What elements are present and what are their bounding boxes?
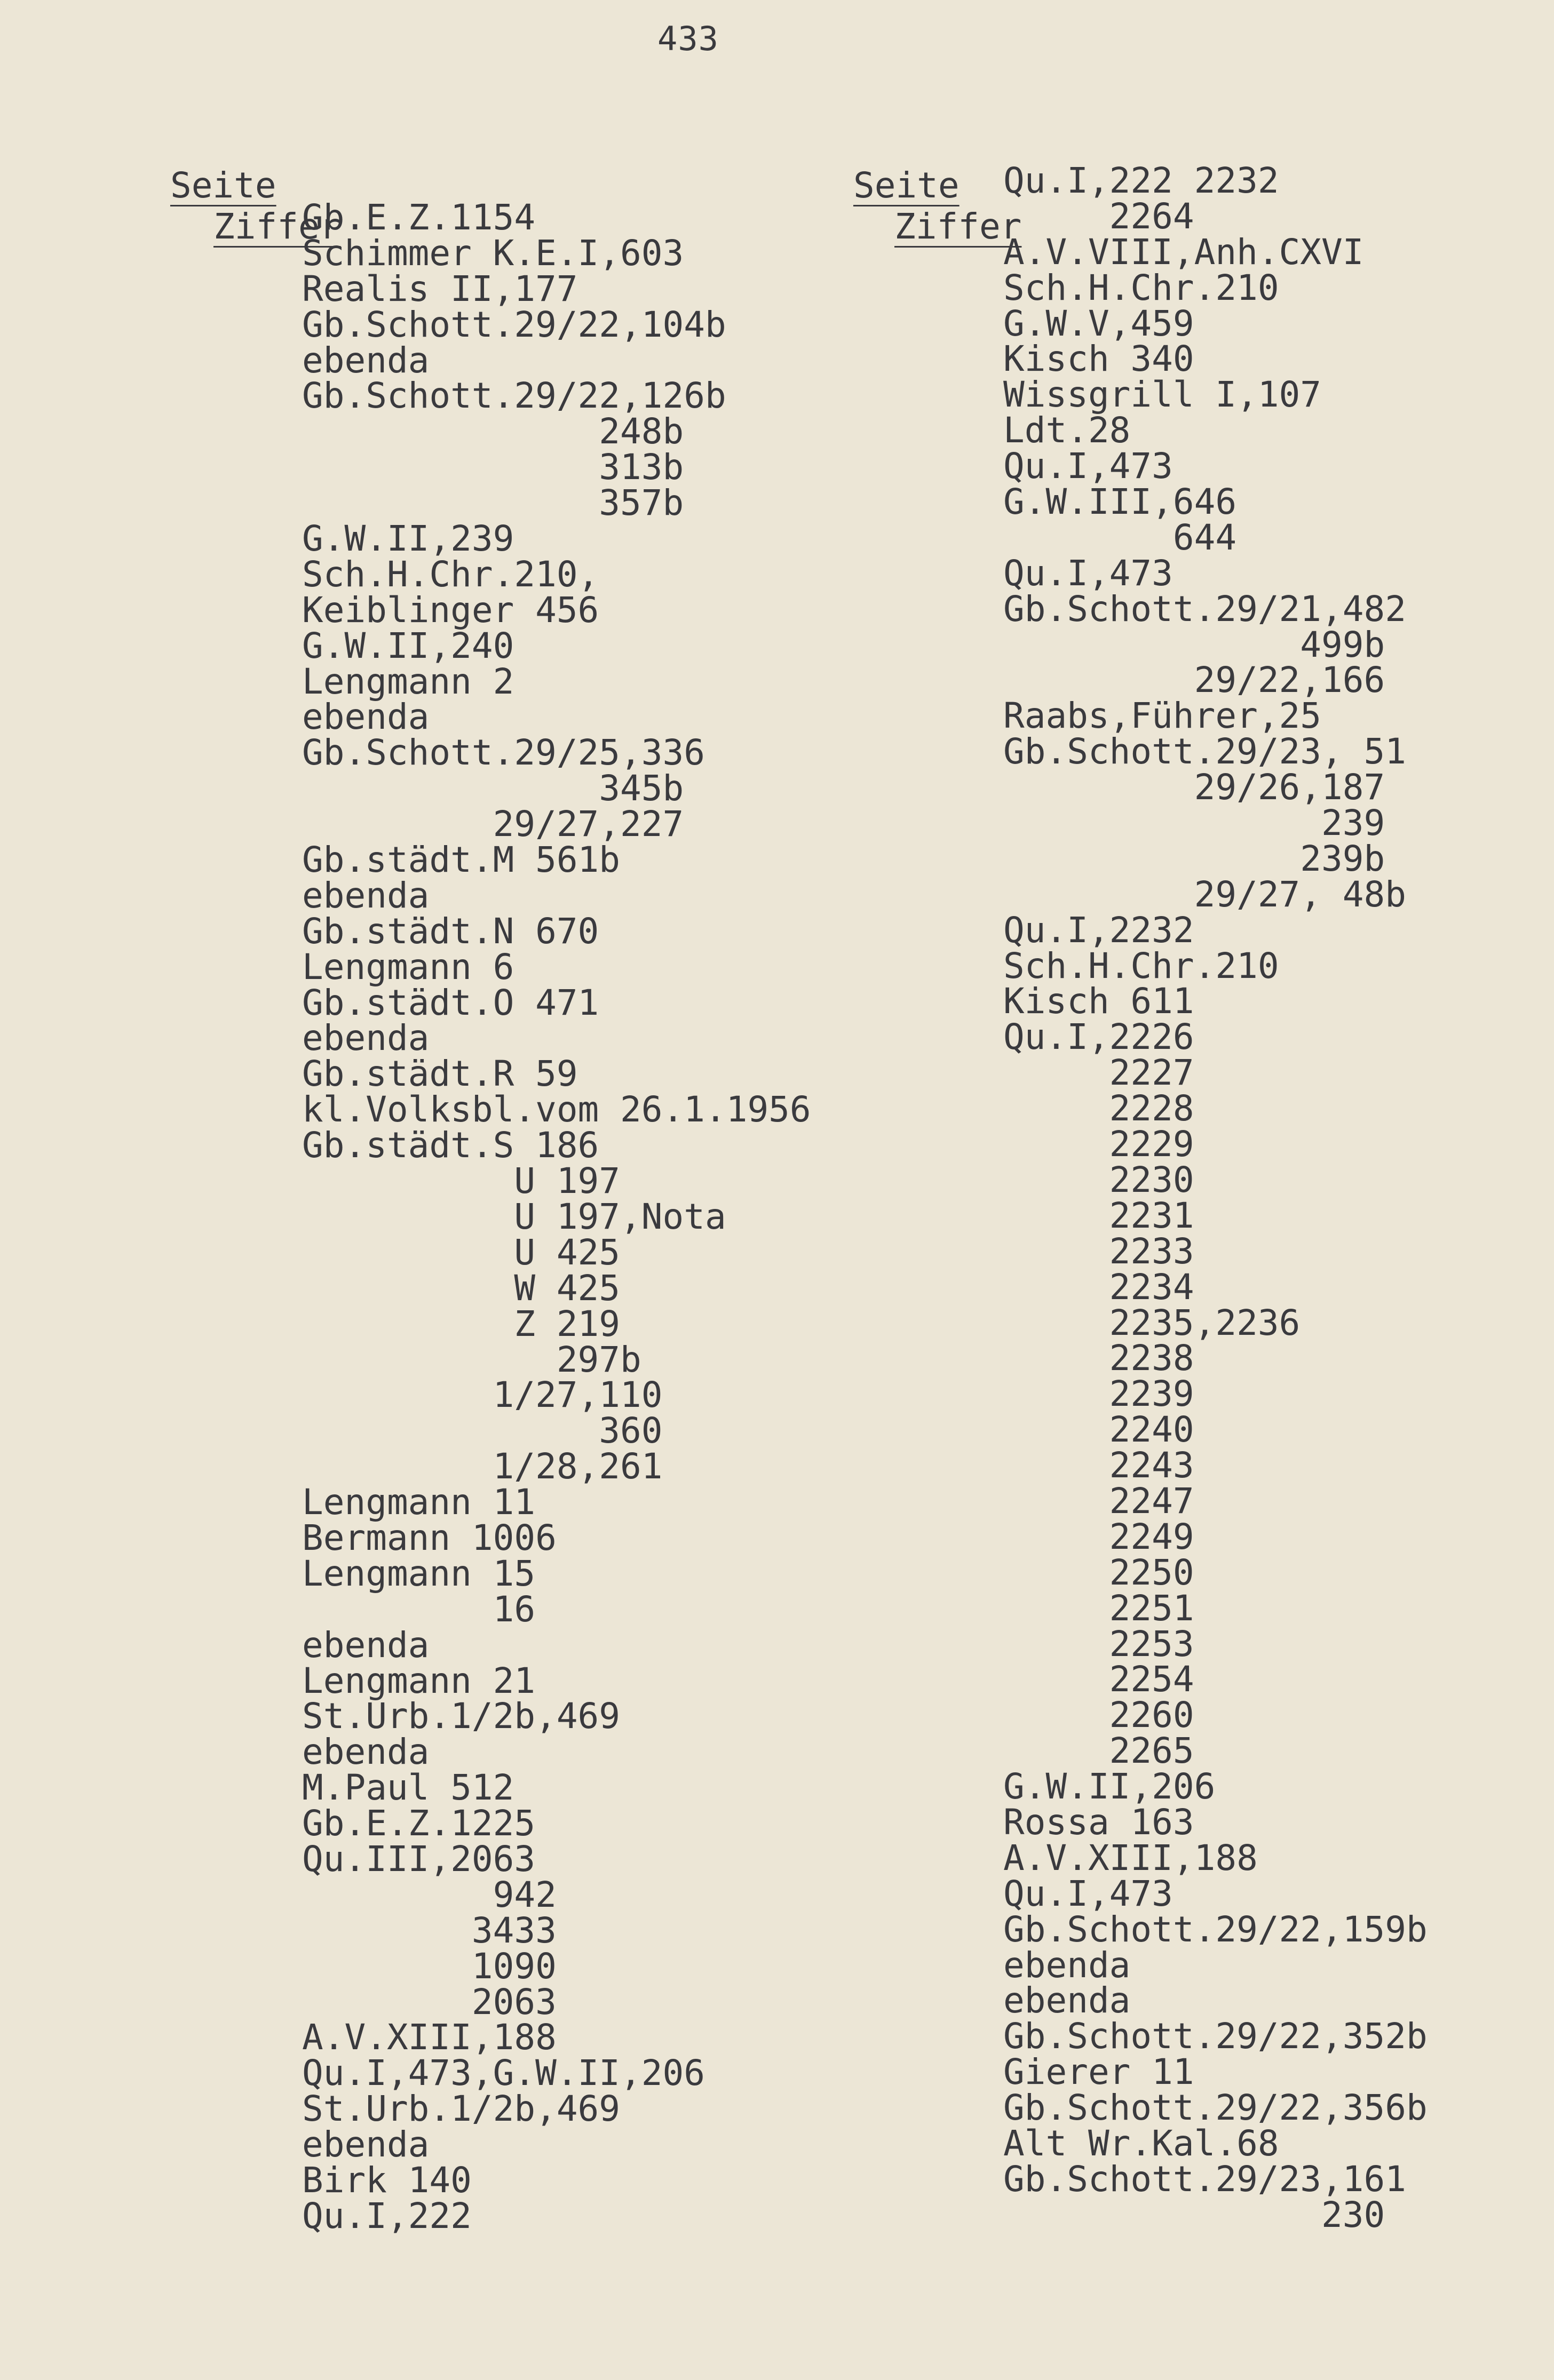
reference-text: G.W.II,240 [302,625,514,666]
reference-text: Gb.Schott.29/22,356b [1003,2087,1428,2129]
reference-text: 2230 [1003,1159,1194,1200]
reference-text: Z 219 [302,1303,621,1344]
reference-text: 2238 [1003,1338,1194,1379]
reference-text: Kisch 340 [1003,338,1194,380]
reference-text: G.W.II,206 [1003,1766,1216,1808]
reference-text: 2247 [1003,1480,1194,1522]
reference-text: 1/27,110 [302,1374,663,1416]
reference-text: 2063 [302,1981,557,2023]
reference-text: 29/27, 48b [1003,873,1406,915]
reference-text: 1/28,261 [302,1446,663,1487]
reference-text: 2264 [1003,195,1194,237]
reference-text: St.Urb.1/2b,469 [302,2088,621,2130]
reference-text: ebenda [302,339,430,381]
reference-text: Lengmann 11 [302,1482,536,1523]
reference-text: 248b [302,411,684,452]
reference-text: A.V.XIII,188 [302,2017,557,2058]
reference-text: Qu.III,2063 [302,1838,536,1880]
reference-text: ebenda [1003,1980,1131,2021]
reference-text: Kisch 611 [1003,981,1194,1022]
reference-text: Qu.I,222 [302,2195,472,2236]
reference-text: 2253 [1003,1623,1194,1665]
reference-text: 239 [1003,802,1385,844]
reference-text: 3433 [302,1909,557,1951]
reference-text: 2250 [1003,1551,1194,1593]
reference-text: 2251 [1003,1587,1194,1629]
reference-text: ebenda [302,1731,430,1773]
reference-text: Lengmann 15 [302,1553,536,1594]
reference-text: 313b [302,447,684,488]
reference-text: Sch.H.Chr.210, [302,553,599,595]
reference-text: Gb.städt.M 561b [302,839,621,881]
reference-text: 2227 [1003,1052,1194,1094]
reference-text: Gb.Schott.29/22,126b [302,375,726,417]
reference-text: Gb.Schott.29/22,159b [1003,1908,1428,1950]
reference-text: Gb.Schott.29/25,336 [302,732,705,774]
reference-text: 239b [1003,838,1385,879]
reference-text: G.W.V,459 [1003,303,1194,344]
reference-text: G.W.II,239 [302,518,514,560]
reference-text: 2235,2236 [1003,1302,1301,1343]
reference-text: Keiblinger 456 [302,589,599,631]
reference-text: Gb.städt.N 670 [302,910,599,952]
reference-text: ebenda [302,696,430,738]
reference-text: Gb.Schott.29/22,352b [1003,2016,1428,2057]
reference-text: Gb.Schott.29/23,161 [1003,2158,1406,2200]
reference-text: Gb.städt.R 59 [302,1053,578,1095]
reference-text: Lengmann 6 [302,946,514,988]
reference-text: 345b [302,768,684,809]
reference-text: ebenda [302,874,430,916]
reference-text: Birk 140 [302,2159,472,2201]
reference-text: Gierer 11 [1003,2051,1194,2093]
reference-text: kl.Volksbl.vom 26.1.1956 [302,1089,811,1131]
reference-text: Qu.I,473,G.W.II,206 [302,2052,705,2094]
reference-text: 16 [302,1588,536,1630]
reference-text: ebenda [1003,1944,1131,1986]
reference-text: 2260 [1003,1694,1194,1736]
reference-text: ebenda [302,2124,430,2166]
reference-text: A.V.VIII,Anh.CXVI [1003,231,1364,273]
reference-text: 2233 [1003,1230,1194,1272]
reference-text: Qu.I,2226 [1003,1016,1194,1058]
reference-text: Qu.I,222 2232 [1003,160,1279,201]
reference-text: Realis II,177 [302,268,578,309]
reference-text: 644 [1003,516,1237,558]
reference-text: Sch.H.Chr.210 [1003,267,1279,308]
reference-text: Sch.H.Chr.210 [1003,945,1279,986]
reference-text: 2239 [1003,1373,1194,1415]
reference-text: Raabs,Führer,25 [1003,695,1322,737]
left-seite-header: Seite [170,165,276,206]
reference-text: Schimmer K.E.I,603 [302,232,684,274]
reference-text: 2240 [1003,1409,1194,1451]
reference-text: Qu.I,473 [1003,1873,1173,1914]
reference-text: 2231 [1003,1195,1194,1236]
reference-text: Bermann 1006 [302,1517,557,1558]
reference-text: Gb.E.Z.1154 [302,197,536,238]
reference-text: Ldt.28 [1003,410,1131,451]
reference-text: Rossa 163 [1003,1801,1194,1843]
reference-text: Qu.I,473 [1003,445,1173,487]
reference-text: 230 [1003,2194,1385,2235]
right-column-header [768,124,1022,288]
reference-text: 357b [302,482,684,524]
reference-text: G.W.III,646 [1003,481,1237,523]
reference-text: U 425 [302,1231,621,1273]
reference-text: U 197,Nota [302,1196,726,1237]
reference-text: U 197 [302,1160,621,1202]
reference-text: 2234 [1003,1266,1194,1308]
reference-text: Gb.Schott.29/21,482 [1003,588,1406,630]
reference-text: 499b [1003,624,1385,665]
reference-text: 2254 [1003,1659,1194,1700]
page-number: 433 [657,19,719,58]
reference-text: W 425 [302,1267,621,1309]
reference-text: 2249 [1003,1516,1194,1557]
reference-text: 29/27,227 [302,803,684,845]
reference-text: 29/26,187 [1003,767,1385,808]
left-ziffer-header: Ziffer [213,206,341,247]
reference-text: 1090 [302,1945,557,1987]
reference-text: A.V.XIII,188 [1003,1837,1258,1878]
reference-text: 29/22,166 [1003,659,1385,701]
reference-text: Alt Wr.Kal.68 [1003,2122,1279,2164]
reference-text: M.Paul 512 [302,1767,514,1809]
reference-text: 2228 [1003,1088,1194,1129]
right-seite-header: Seite [853,165,960,206]
reference-text: Gb.Schott.29/22,104b [302,304,726,345]
left-column-header [85,124,341,288]
reference-text: Gb.Schott.29/23, 51 [1003,731,1406,773]
reference-text: Gb.städt.S 186 [302,1125,599,1166]
reference-text: 2243 [1003,1445,1194,1486]
reference-text: Wissgrill I,107 [1003,374,1322,416]
reference-text: Qu.I,2232 [1003,909,1194,951]
reference-text: 942 [302,1874,557,1915]
reference-text: 360 [302,1410,663,1452]
reference-text: Gb.städt.O 471 [302,982,599,1023]
reference-text: St.Urb.1/2b,469 [302,1696,621,1737]
reference-text: Qu.I,473 [1003,552,1173,594]
reference-text: ebenda [302,1624,430,1666]
reference-text: 2265 [1003,1730,1194,1772]
reference-text: Lengmann 2 [302,660,514,702]
reference-text: 297b [302,1339,641,1380]
reference-text: Lengmann 21 [302,1660,536,1701]
right-ziffer-header: Ziffer [894,206,1022,247]
reference-text: ebenda [302,1017,430,1059]
reference-text: Gb.E.Z.1225 [302,1803,536,1844]
reference-text: 2229 [1003,1124,1194,1165]
